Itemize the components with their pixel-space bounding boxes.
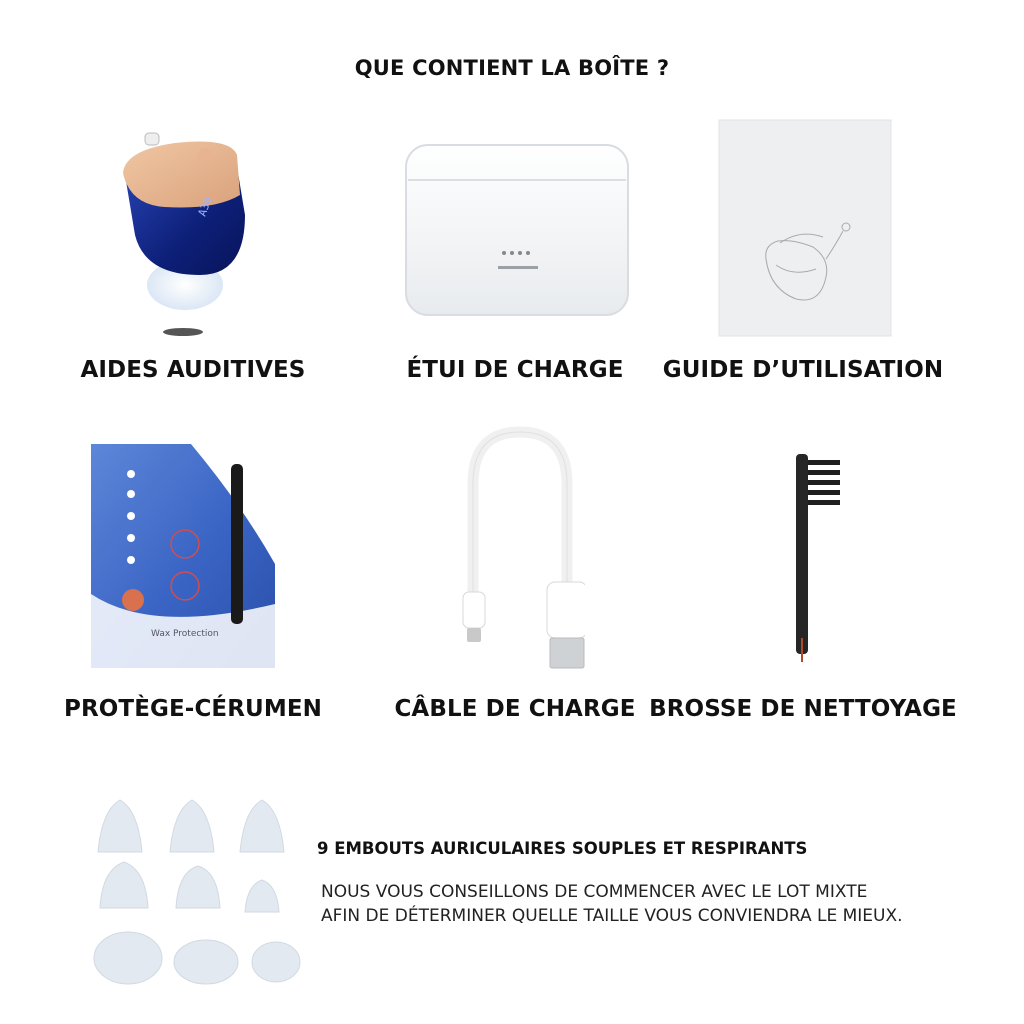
ear-tips-description: NOUS VOUS CONSEILLONS DE COMMENCER AVEC LE LOT MIXTE AFIN DE DÉTERMINER QUELLE TAILLE VOUS CONVIENDRA LE MIEUX. [321, 882, 903, 926]
model-text: A30 [195, 194, 215, 219]
usb-cable-icon [455, 424, 585, 674]
item-label-cleaning-brush: BROSSE DE NETTOYAGE [649, 696, 957, 722]
item-label-user-guide: GUIDE D’UTILISATION [662, 357, 944, 383]
item-label-wax-guard: PROTÈGE-CÉRUMEN [64, 696, 322, 722]
page-title: QUE CONTIENT LA BOÎTE ? [354, 56, 670, 80]
user-guide-icon [718, 119, 892, 337]
item-label-charging-case: ÉTUI DE CHARGE [406, 357, 624, 383]
item-label-charging-cable: CÂBLE DE CHARGE [394, 696, 636, 722]
item-label-hearing-aids: AIDES AUDITIVES [80, 357, 306, 383]
ear-tips-icon [90, 790, 302, 990]
cleaning-brush-icon [788, 448, 848, 664]
ear-tips-title: 9 EMBOUTS AURICULAIRES SOUPLES ET RESPIRANTS [317, 839, 808, 858]
hearing-aid-icon [105, 125, 265, 345]
charging-case-icon [403, 142, 633, 322]
card-text: Wax Protection [151, 629, 219, 639]
wax-guard-card-icon [91, 444, 275, 668]
